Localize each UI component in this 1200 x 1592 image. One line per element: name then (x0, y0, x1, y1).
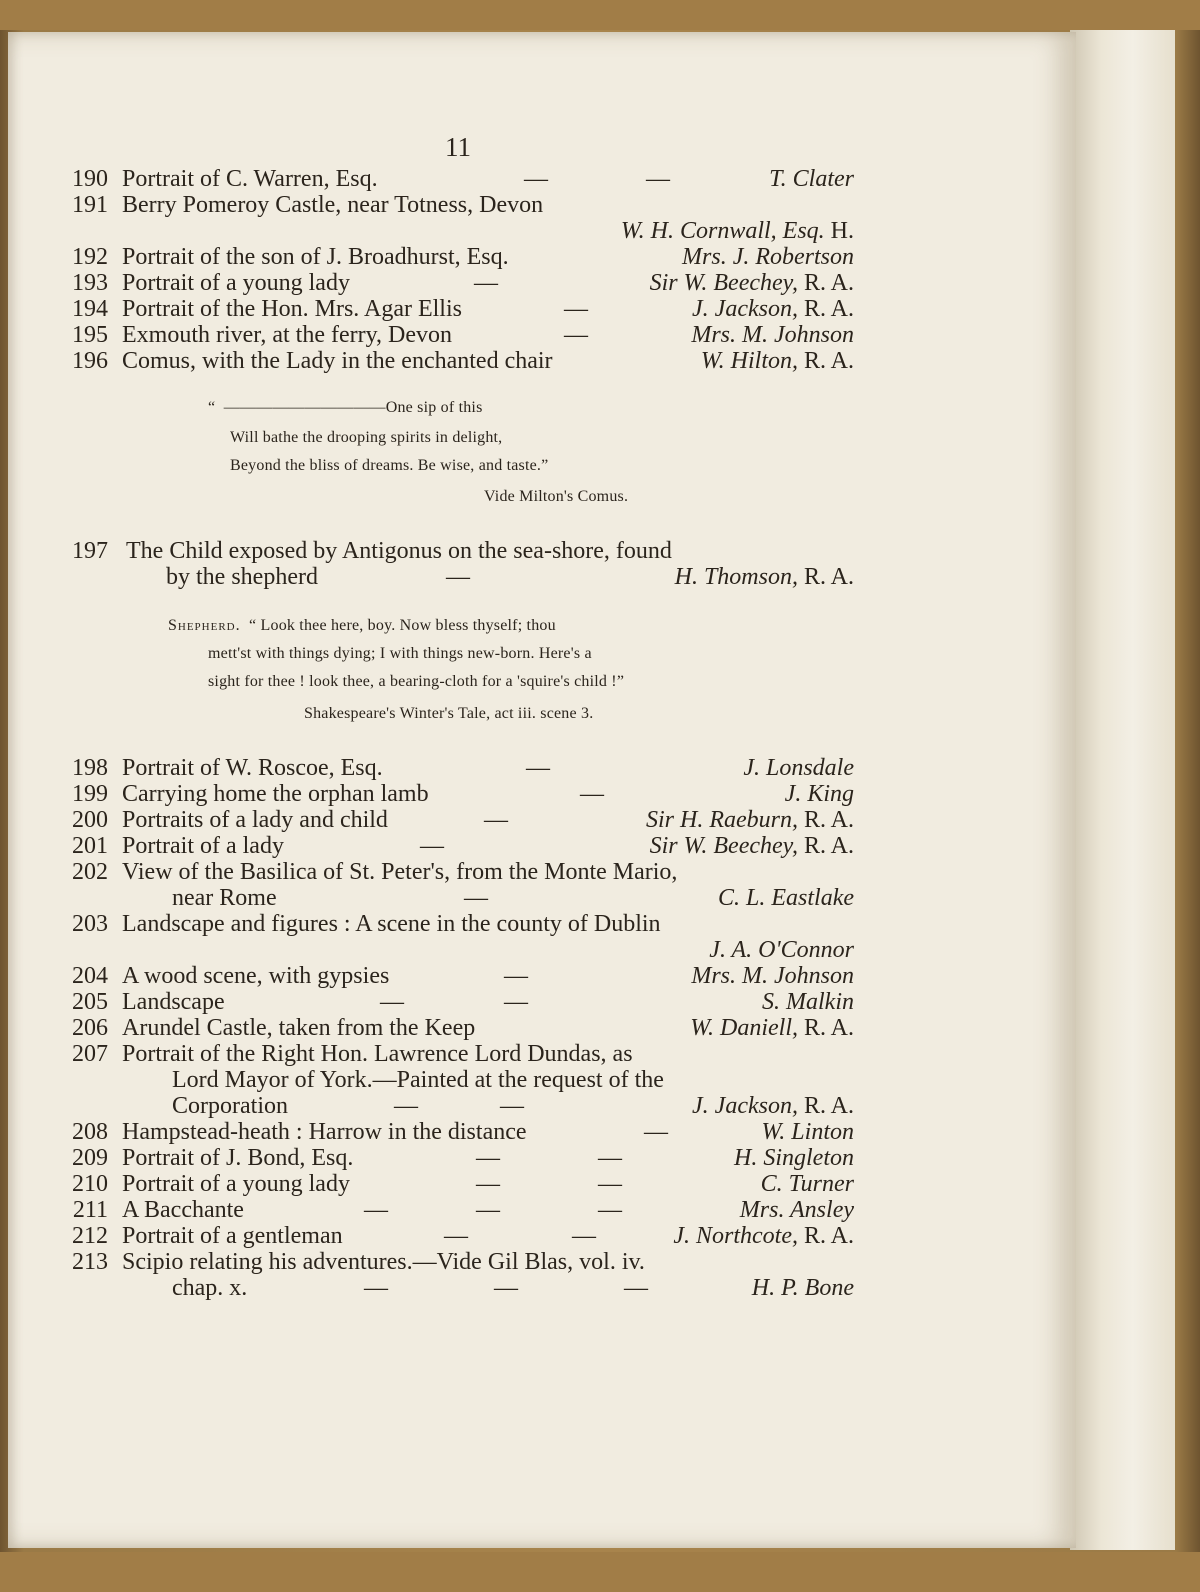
book-cover-bottom (0, 1552, 1200, 1592)
dash: — (564, 296, 588, 322)
entry-number: 192 (72, 244, 108, 270)
dash: — (598, 1171, 622, 1197)
entry-artist: J. Jackson, R. A. (692, 296, 854, 322)
dash: — (364, 1197, 388, 1223)
winters-tale-source: Shakespeare's Winter's Tale, act iii. scene 3. (304, 705, 594, 722)
dash: — (394, 1093, 418, 1119)
entry-number: 196 (72, 348, 108, 374)
entry-number: 195 (72, 322, 108, 348)
entry-title: A wood scene, with gypsies (122, 963, 390, 989)
dash: — (476, 1171, 500, 1197)
dash: — (646, 166, 670, 192)
entry-artist: Mrs. M. Johnson (691, 963, 854, 989)
entry-number: 212 (72, 1223, 108, 1249)
entry-number: 203 (72, 911, 108, 937)
dash: — (364, 1275, 388, 1301)
dash: — (476, 1197, 500, 1223)
entry-number: 206 (72, 1015, 108, 1041)
dash: — (524, 166, 548, 192)
entry-artist: W. Daniell, R. A. (690, 1015, 854, 1041)
entry-title-continued: chap. x. (172, 1275, 248, 1301)
entry-artist: J. Lonsdale (743, 755, 854, 781)
comus-quote-line-2: Will bathe the drooping spirits in delight, (230, 429, 503, 446)
comus-quote-line-3: Beyond the bliss of dreams. Be wise, and taste.” (230, 457, 549, 474)
catalogue-page (8, 32, 1076, 1548)
entry-number: 204 (72, 963, 108, 989)
entry-number: 199 (72, 781, 108, 807)
dash: — (526, 755, 550, 781)
entry-title-continued: Corporation (172, 1093, 288, 1119)
entry-number: 209 (72, 1145, 108, 1171)
entry-title: Portrait of a young lady (122, 270, 350, 296)
entry-artist: W. H. Cornwall, Esq. H. (620, 218, 854, 244)
entry-title: Portrait of a gentleman (122, 1223, 343, 1249)
entry-number: 194 (72, 296, 108, 322)
dash: — (464, 885, 488, 911)
comus-quote-line-1: “ ——————————One sip of this (208, 399, 483, 416)
entry-title: Carrying home the orphan lamb (122, 781, 429, 807)
comus-quote-source: Vide Milton's Comus. (484, 488, 629, 505)
entry-artist: J. Jackson, R. A. (692, 1093, 854, 1119)
entry-artist: Mrs. M. Johnson (691, 322, 854, 348)
entry-title: Hampstead-heath : Harrow in the distance (122, 1119, 527, 1145)
dash: — (474, 270, 498, 296)
book-cover-top (0, 0, 1200, 30)
dash: — (484, 807, 508, 833)
dash: — (444, 1223, 468, 1249)
entry-number: 205 (72, 989, 108, 1015)
entry-artist: W. Hilton, R. A. (700, 348, 854, 374)
speaker-name: Shepherd. (168, 617, 241, 634)
entry-artist: Sir H. Raeburn, R. A. (645, 807, 854, 833)
entry-artist: S. Malkin (762, 989, 854, 1015)
entry-title: The Child exposed by Antigonus on the sea-shore, found (126, 538, 672, 564)
entry-artist: H. P. Bone (751, 1275, 854, 1301)
entry-title: Portrait of a lady (122, 833, 284, 859)
dash: — (598, 1145, 622, 1171)
dash: — (476, 1145, 500, 1171)
entry-title: View of the Basilica of St. Peter's, from the Monte Mario, (122, 859, 678, 885)
entry-title: Scipio relating his adventures.—Vide Gil Blas, vol. iv. (122, 1249, 645, 1275)
dash: — (500, 1093, 524, 1119)
entry-title-continued: Lord Mayor of York.—Painted at the request of the (172, 1067, 664, 1093)
entry-title: Portrait of the Hon. Mrs. Agar Ellis (122, 296, 462, 322)
entry-number: 202 (72, 859, 108, 885)
entry-title: Landscape and figures : A scene in the county of Dublin (122, 911, 661, 937)
entry-artist: W. Linton (761, 1119, 854, 1145)
dash: — (564, 322, 588, 348)
page-number: 11 (445, 132, 471, 162)
entry-title: Landscape (122, 989, 225, 1015)
entry-number: 207 (72, 1041, 108, 1067)
entry-number: 193 (72, 270, 108, 296)
entry-artist: Sir W. Beechey, R. A. (649, 833, 854, 859)
winters-tale-line-2: mett'st with things dying; I with things new-born. Here's a (208, 645, 592, 662)
dash: — (624, 1275, 648, 1301)
entry-artist: Mrs. Ansley (739, 1197, 854, 1223)
entry-number: 211 (72, 1197, 108, 1223)
page-edges (1070, 30, 1175, 1550)
entry-artist: H. Singleton (734, 1145, 854, 1171)
dash: — (572, 1223, 596, 1249)
entry-number: 200 (72, 807, 108, 833)
entry-title: Berry Pomeroy Castle, near Totness, Devon (122, 192, 544, 218)
entry-artist: J. King (784, 781, 854, 807)
dash: — (380, 989, 404, 1015)
dash: — (494, 1275, 518, 1301)
entry-number: 197 (72, 538, 108, 564)
entry-number: 201 (72, 833, 108, 859)
dash: — (504, 963, 528, 989)
entry-title: Portrait of W. Roscoe, Esq. (122, 755, 383, 781)
entry-artist: C. Turner (760, 1171, 854, 1197)
entry-artist: J. A. O'Connor (709, 937, 854, 963)
entry-title: Portraits of a lady and child (122, 807, 388, 833)
entry-number: 213 (72, 1249, 108, 1275)
dash: — (644, 1119, 668, 1145)
dash: — (504, 989, 528, 1015)
entry-artist: Mrs. J. Robertson (682, 244, 854, 270)
entry-artist: T. Clater (769, 166, 854, 192)
entry-title: Arundel Castle, taken from the Keep (122, 1015, 476, 1041)
entry-title: Portrait of the Right Hon. Lawrence Lord Dundas, as (122, 1041, 633, 1067)
entry-title: Comus, with the Lady in the enchanted chair (122, 348, 553, 374)
entry-title: A Bacchante (122, 1197, 244, 1223)
dash: — (446, 564, 470, 590)
entry-artist: H. Thomson, R. A. (674, 564, 854, 590)
entry-title: Portrait of C. Warren, Esq. (122, 166, 378, 192)
entry-title: Portrait of a young lady (122, 1171, 350, 1197)
dash: — (420, 833, 444, 859)
entry-artist: Sir W. Beechey, R. A. (649, 270, 854, 296)
entry-number: 191 (72, 192, 108, 218)
entry-title-continued: by the shepherd (166, 564, 318, 590)
entry-title-continued: near Rome (172, 885, 277, 911)
dash: — (598, 1197, 622, 1223)
winters-tale-line-3: sight for thee ! look thee, a bearing-cloth for a 'squire's child !” (208, 673, 625, 690)
entry-title: Portrait of J. Bond, Esq. (122, 1145, 354, 1171)
entry-number: 190 (72, 166, 108, 192)
entry-number: 198 (72, 755, 108, 781)
entry-title: Exmouth river, at the ferry, Devon (122, 322, 453, 348)
entry-artist: C. L. Eastlake (718, 885, 854, 911)
entry-number: 208 (72, 1119, 108, 1145)
entry-title: Portrait of the son of J. Broadhurst, Esq. (122, 244, 509, 270)
entry-artist: J. Northcote, R. A. (673, 1223, 854, 1249)
entry-number: 210 (72, 1171, 108, 1197)
dash: — (580, 781, 604, 807)
winters-tale-line-1: Shepherd. “ Look thee here, boy. Now bless thyself; thou (168, 617, 556, 634)
